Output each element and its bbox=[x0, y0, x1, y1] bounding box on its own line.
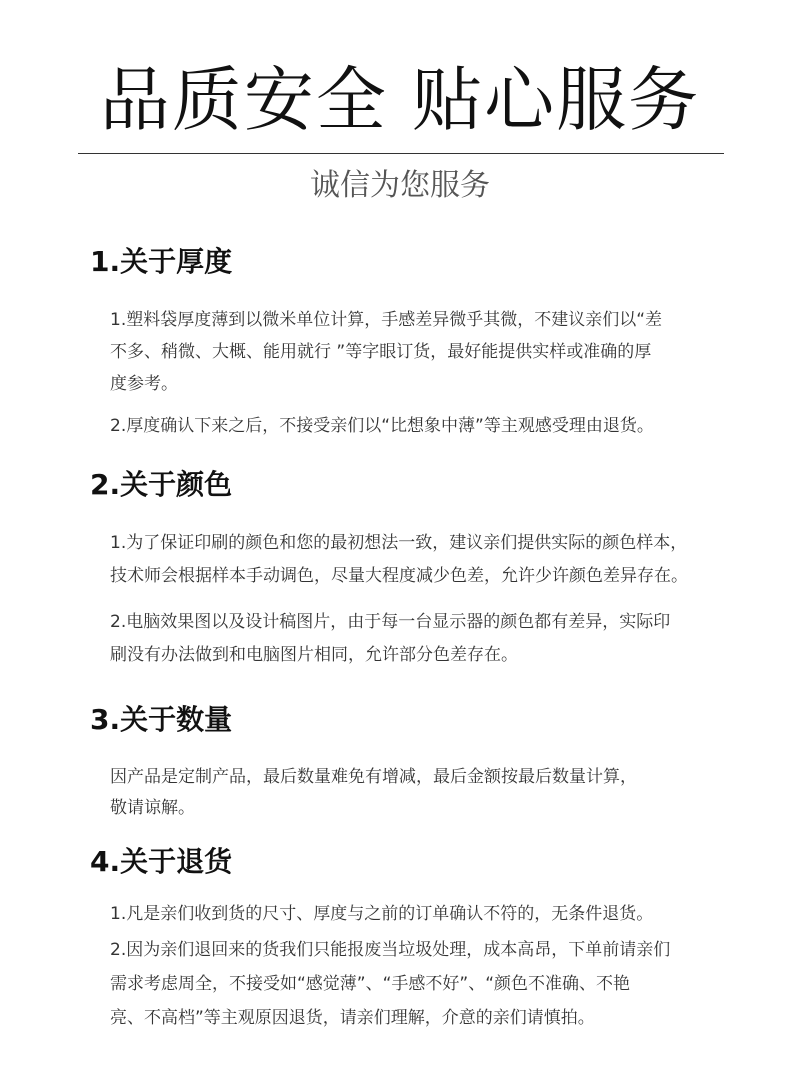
paragraph-line: 技术师会根据样本手动调色，尽量大程度减少色差，允许少许颜色差异存在。 bbox=[110, 566, 688, 586]
paragraph-line: 1.塑料袋厚度薄到以微米单位计算，手感差异微乎其微，不建议亲们以“差 bbox=[110, 310, 663, 330]
page-title: 品质安全 贴心服务 bbox=[99, 59, 701, 141]
section-heading-color: 2.关于颜色 bbox=[90, 468, 233, 501]
paragraph-line: 因产品是定制产品，最后数量难免有增减，最后金额按最后数量计算， bbox=[110, 767, 637, 787]
section-heading-quantity: 3.关于数量 bbox=[90, 703, 233, 736]
paragraph-line: 不多、稍微、大概、能用就行 ”等字眼订货，最好能提供实样或准确的厚 bbox=[110, 342, 652, 362]
divider bbox=[78, 153, 724, 154]
paragraph-line: 刷没有办法做到和电脑图片相同，允许部分色差存在。 bbox=[110, 645, 518, 665]
paragraph-line: 1.为了保证印刷的颜色和您的最初想法一致，建议亲们提供实际的颜色样本， bbox=[110, 533, 688, 553]
paragraph-line: 1.凡是亲们收到货的尺寸、厚度与之前的订单确认不符的，无条件退货。 bbox=[110, 904, 654, 924]
section-heading-thickness: 1.关于厚度 bbox=[90, 245, 233, 278]
page-subtitle: 诚信为您服务 bbox=[310, 168, 490, 203]
paragraph-line: 度参考。 bbox=[110, 374, 178, 394]
paragraph-line: 2.电脑效果图以及设计稿图片，由于每一台显示器的颜色都有差异，实际印 bbox=[110, 612, 671, 632]
paragraph-line: 需求考虑周全，不接受如“感觉薄”、“手感不好”、“颜色不准确、不艳 bbox=[110, 974, 631, 994]
paragraph-line: 2.厚度确认下来之后，不接受亲们以“比想象中薄”等主观感受理由退货。 bbox=[110, 416, 654, 436]
paragraph-line: 亮、不高档”等主观原因退货，请亲们理解，介意的亲们请慎拍。 bbox=[110, 1008, 595, 1028]
section-heading-returns: 4.关于退货 bbox=[90, 845, 233, 878]
paragraph-line: 2.因为亲们退回来的货我们只能报废当垃圾处理，成本高昂，下单前请亲们 bbox=[110, 940, 671, 960]
paragraph-line: 敬请谅解。 bbox=[110, 798, 195, 818]
